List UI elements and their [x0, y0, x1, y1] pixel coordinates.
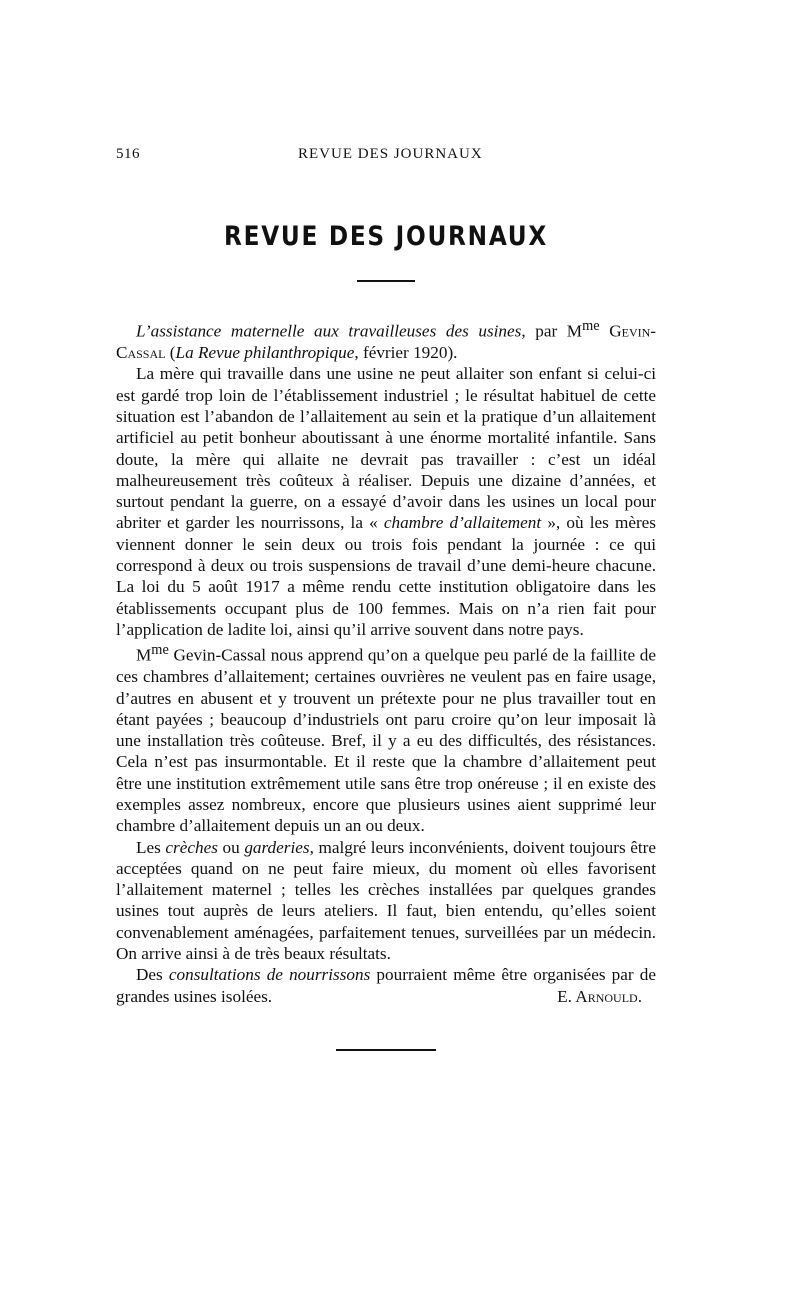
article-title: L’assistance maternelle aux travailleuses des usines	[136, 321, 522, 341]
article	[116, 316, 656, 1007]
article-source: La Revue philanthropique	[175, 343, 355, 363]
paragraph-1-part2: », où les mères viennent donner le sein deux ou trois fois pendant la journée : ce qui correspond à deux ou trois suspensions de travail d’une demi-heure chacune. La loi du 5 août 1917 a même rendu cette institution obligatoire dans les établissements occupant plus de 100 femmes. Mais on n’a rien fait pour l’application de ladite loi, ainsi qu’il arrive souvent dans notre pays.	[116, 513, 656, 639]
article-source-date: , février 1920).	[354, 343, 458, 363]
paragraph-2-m: M	[136, 645, 152, 665]
signature: E. Arnould.	[557, 986, 642, 1006]
paragraph-3-mid: ou	[217, 837, 245, 857]
paragraph-3	[116, 837, 656, 965]
paragraph-3-lead: Les	[136, 837, 166, 857]
article-source-open: (	[165, 343, 176, 363]
closing-rule	[336, 1049, 436, 1051]
article-by: , par M	[521, 321, 583, 341]
journal-page	[116, 140, 656, 1051]
running-title: REVUE DES JOURNAUX	[298, 146, 483, 162]
paragraph-3-italic-2: garderies	[244, 837, 310, 857]
paragraph-4	[116, 964, 656, 1007]
title-rule	[357, 280, 415, 282]
paragraph-4-lead: Des	[136, 965, 169, 985]
page-number: 516	[116, 146, 140, 162]
article-heading	[116, 316, 656, 363]
paragraph-3-text: , malgré leurs inconvénients, doivent toujours être acceptées quand on ne peut faire mieux, du moment où elles favorisent l’allaitement maternel ; telles les crèches installées par quelques grandes usines tout auprès de leurs ateliers. Il faut, bien entendu, qu’elles soient convenablement aménagées, parfaitement tenues, surveillées par un médecin. On arrive ainsi à de très beaux résultats.	[116, 837, 656, 964]
section-title: REVUE DES JOURNAUX	[224, 221, 548, 252]
paragraph-1-part1: La mère qui travaille dans une usine ne peut allaiter son enfant si celui-ci est gardé trop loin de l’établissement industriel ; le résultat habituel de cette situation est l’abandon de l’allaitement au sein et la pratique d’un allaitement artificiel au petit bonheur aboutissant à une énorme mortalité infantile. Sans doute, la mère qui allaite ne devrait pas travailler : c’est un idéal malheureusement très coûteux à réaliser. Depuis une dizaine d’années, et surtout pendant la guerre, on a essayé d’avoir dans les usines un local pour abriter et garder les nourrissons, la «	[116, 364, 656, 533]
article-author: Gevin-Cassal	[116, 321, 656, 363]
paragraph-2-text: Gevin-Cassal nous apprend qu’on a quelque peu parlé de la faillite de ces chambres d’allaitement; certaines ouvrières ne veulent pas en faire usage, d’autres en abusent et y trouvent un prétexte pour ne plus travailler tout en étant payées ; beaucoup d’industriels ont paru croire qu’on leur imposait là une installation très coûteuse. Bref, il y a eu des difficultés, des résistances. Cela n’est pas insurmontable. Et il reste que la chambre d’allaitement peut être une institution extrêmement utile sans être trop onéreuse ; il en existe des exemples assez nombreux, encore que plusieurs usines aient supprimé leur chambre d’allaitement depuis un an ou deux.	[116, 645, 656, 836]
article-by-superscript: me	[582, 318, 600, 334]
paragraph-1	[116, 363, 656, 640]
paragraph-4-text: pourraient même être organisées par de grandes usines isolées.	[116, 965, 656, 1006]
paragraph-2	[116, 640, 656, 836]
paragraph-1-italic: chambre d’allaitement	[383, 513, 542, 533]
running-header	[116, 140, 656, 170]
paragraph-2-superscript: me	[151, 642, 169, 659]
paragraph-3-italic-1: crèches	[165, 837, 218, 857]
paragraph-4-italic: consultations de nourrissons	[168, 965, 371, 985]
